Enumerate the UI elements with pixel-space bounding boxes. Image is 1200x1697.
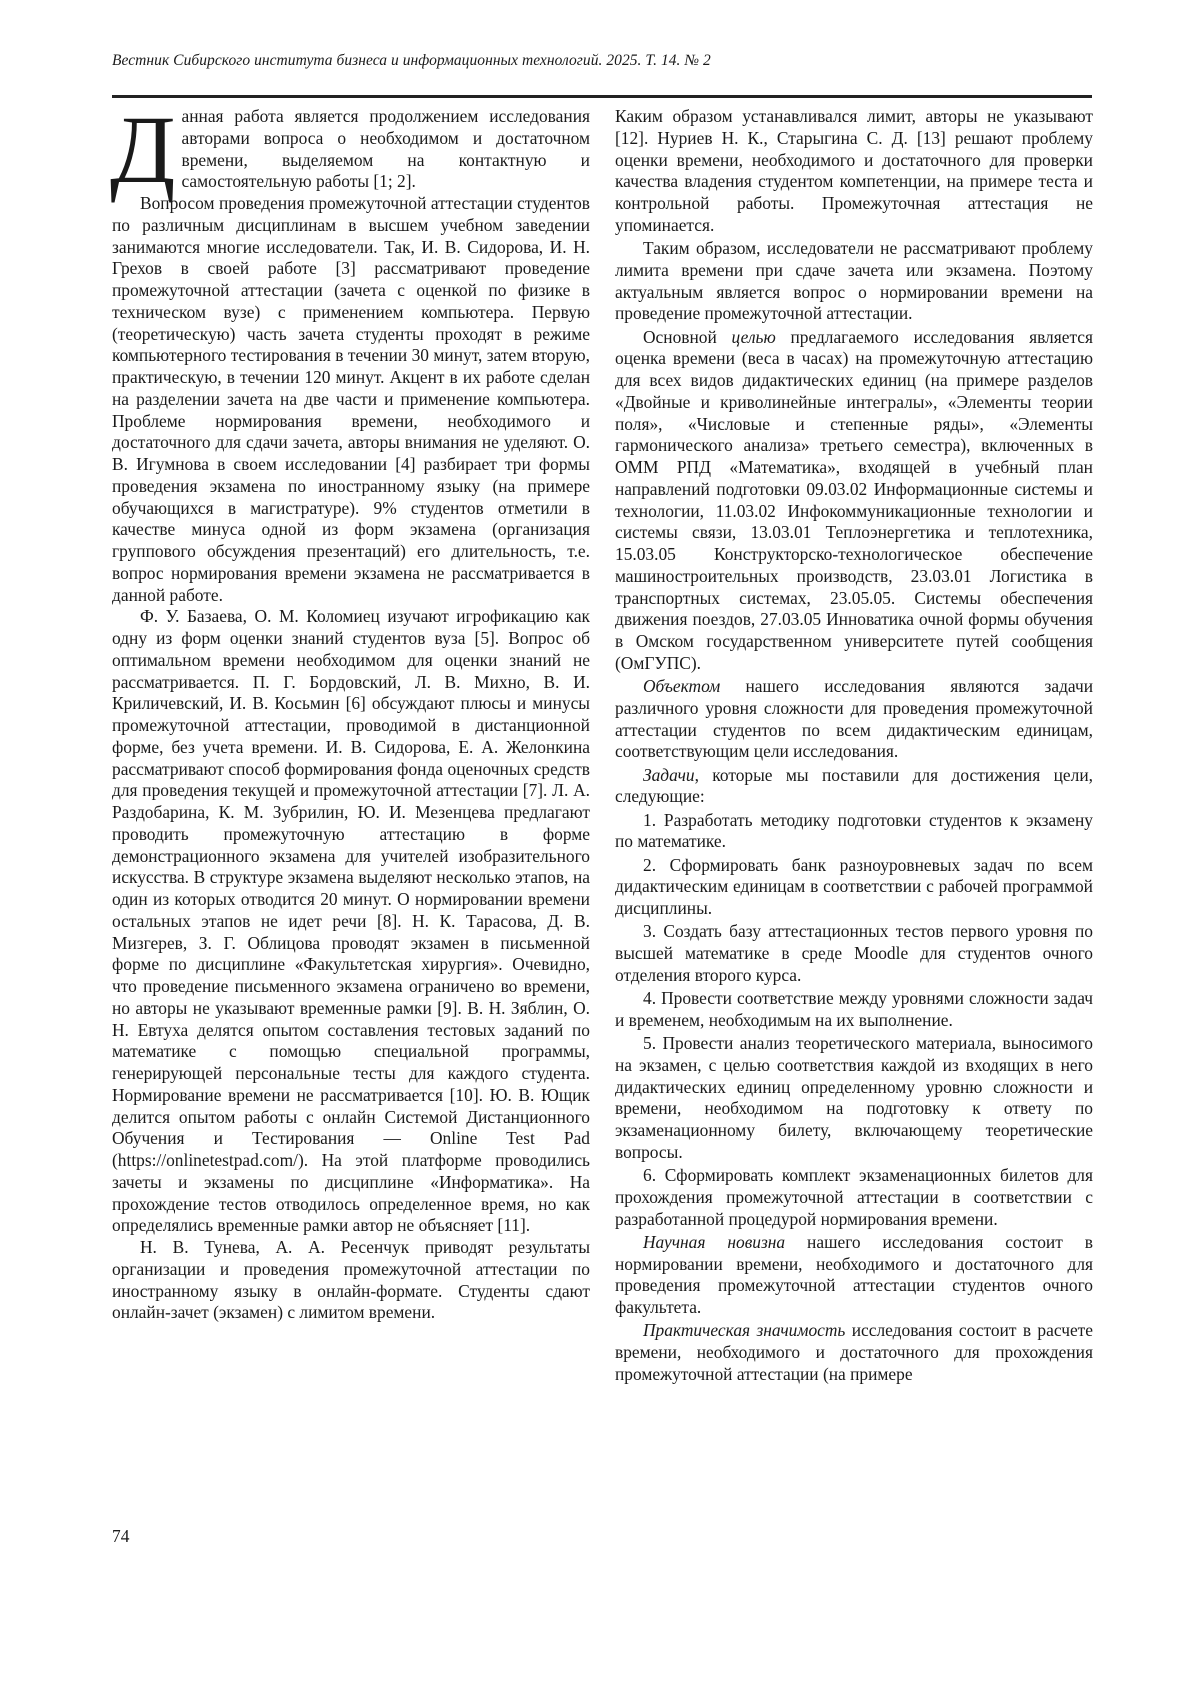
drop-cap: Д [110,112,175,186]
paragraph-text: Н. В. Тунева, А. А. Ресенчук приводят результаты организации и проведения промежуточной аттестации по иностранному языку в онлайн-формате. Студенты сдают онлайн-зачет (экзамен) с лимитом времени. [112,1237,590,1322]
journal-header: Вестник Сибирского института бизнеса и информационных технологий. 2025. Т. 14. № 2 [112,52,711,70]
paragraph [615,676,1093,763]
paragraph-text: исследования состоит в расчете времени, необходимого и достаточного для прохождения промежуточной аттестации (на примере [615,1320,1093,1384]
paragraph-text: нашего исследования являются задачи различного уровня сложности для проведения промежуточной аттестации студентов по всем дидактическим единицам, соответствующим цели исследования. [615,676,1093,761]
paragraph-text: , которые мы поставили для достижения цели, следующие: [615,765,1093,807]
paragraph-text: анная работа является продолжением исследования авторами вопроса о необходимом и достаточном времени, выделяемом на контактную и самостоятельную работы [1; 2]. [181,106,590,191]
page-number: 74 [112,1526,129,1547]
paragraph-text: 1. Разработать методику подготовки студентов к экзамену по математике. [615,810,1093,852]
paragraph-text: Вопросом проведения промежуточной аттестации студентов по различным дисциплинам в высшем учебном заведении занимаются многие исследователи. Так, И. В. Сидорова, И. Н. Грехов в своей работе [3] рассматривают проведение промежуточной аттестации (зачета с оценкой по физике в техническом вузе) с применением компьютера. Первую (теоретическую) часть зачета студенты проходят в режиме компьютерного тестирования в течении 30 минут, затем вторую, практическую, в течении 120 минут. Акцент в их работе сделан на разделении зачета на две части и применение компьютера. Проблеме нормирования времени, необходимого и достаточного для сдачи зачета, авторы внимания не уделяют. О. В. Игумнова в своем исследовании [4] разбирает три формы проведения экзамена по иностранному языку (на примере обучающихся в магистратуре). 9% студентов отметили в качестве минуса одной из форм экзамена (организация группового обсуждения презентаций) его длительность, т.е. вопрос нормирования времени экзамена не рассматривается в данной работе. [112,193,590,605]
paragraph [615,238,1093,325]
paragraph-text: 2. Сформировать банк разноуровневых задач по всем дидактическим единицам в соответствии с рабочей программой дисциплины. [615,855,1093,919]
paragraph [615,1320,1093,1385]
paragraph [615,1033,1093,1164]
paragraph [112,193,590,606]
right-column [615,106,1093,1387]
left-column [112,106,590,1324]
paragraph [615,988,1093,1032]
paragraph [615,1165,1093,1230]
paragraph-text: Каким образом устанавливался лимит, авторы не указывают [12]. Нуриев Н. К., Старыгина С. Д. [13] решают проблему оценки времени, необходимого и достаточного для проверки качества владения студентом компетенции, на примере теста и контрольной работы. Промежуточная аттестация не упоминается. [615,106,1093,235]
header-rule [112,95,1092,98]
emphasized-term: Научная новизна [643,1232,785,1252]
paragraph [615,810,1093,854]
paragraph-text: 5. Провести анализ теоретического материала, выносимого на экзамен, с целью соответствия каждой из входящих в него дидактических единиц определенному уровню сложности и времени, необходимом на подготовку к ответу по экзаменационному билету, включающему теоретические вопросы. [615,1033,1093,1162]
paragraph-text: Основной [643,327,732,347]
paragraph-text: Ф. У. Базаева, О. М. Коломиец изучают игрофикацию как одну из форм оценки знаний студентов вуза [5]. Вопрос об оптимальном времени необходимом для оценки знаний не рассматривается. П. Г. Бордовский, Л. В. Михно, В. И. Криличевский, И. В. Косьмин [6] обсуждают плюсы и минусы промежуточной аттестации, проводимой в дистанционной форме, без учета времени. И. В. Сидорова, Е. А. Желонкина рассматривают способ формирования фонда оценочных средств для проведения текущей и промежуточной аттестации [7]. Л. А. Раздобарина, К. М. Зубрилин, Ю. И. Мезенцева предлагают проводить промежуточную аттестацию в форме демонстрационного экзамена для учителей изобразительного искусства. В структуре экзамена выделяют несколько этапов, на один из которых отводится 20 минут. О нормировании времени остальных этапов не идет речи [8]. Н. К. Тарасова, Д. В. Мизгерев, З. Г. Облицова проводят экзамен в письменной форме по дисциплине «Факультетская хирургия». Очевидно, что проведение письменного экзамена ограничено во времени, но авторы не указывают временные рамки [9]. В. Н. Зяблин, О. Н. Евтуха делятся опытом составления тестовых заданий по математике с помощью специальной программы, генерирующей персональные тесты для каждого студента. Нормирование времени не рассматривается [10]. Ю. В. Ющик делится опытом работы с онлайн Системой Дистанционного Обучения и Тестирования — Online Test Pad (https://onlinetestpad.com/). На этой платформе проводились зачеты и экзамены по дисциплине «Информатика». На прохождение тестов отводилось определенное время, но как определялись временные рамки автор не объясняет [11]. [112,606,590,1235]
emphasized-term: Задачи [643,765,695,785]
paragraph [615,765,1093,809]
paragraph-text: Таким образом, исследователи не рассматривают проблему лимита времени при сдаче зачета или экзамена. Поэтому актуальным является вопрос о нормировании времени на проведение промежуточной аттестации. [615,238,1093,323]
paragraph [615,855,1093,920]
paragraph [615,921,1093,986]
paragraph-text: предлагаемого исследования является оценка времени (веса в часах) на промежуточную аттестацию для всех видов дидактических единиц (на примере разделов «Двойные и криволинейные интегралы», «Элементы теории поля», «Числовые и степенные ряды», «Элементы гармонического анализа» третьего семестра), включенных в ОММ РПД «Математика», входящей в учебный план направлений подготовки 09.03.02 Информационные системы и технологии, 11.03.02 Инфокоммуникационные технологии и системы связи, 13.03.01 Теплоэнергетика и теплотехника, 15.03.05 Конструкторско-технологическое обеспечение машиностроительных производств, 23.03.01 Логистика в транспортных системах, 23.05.05. Системы обеспечения движения поездов, 27.03.05 Инноватика очной формы обучения в Омском государственном университете путей сообщения (ОмГУПС). [615,327,1093,673]
paragraph [615,327,1093,675]
paragraph-text: 3. Создать базу аттестационных тестов первого уровня по высшей математике в среде Moodle для студентов очного отделения второго курса. [615,921,1093,985]
emphasized-term: Практическая значимость [643,1320,845,1340]
paragraph [615,106,1093,237]
emphasized-term: целью [732,327,776,347]
paragraph [112,106,590,193]
paragraph [112,1237,590,1324]
paragraph-text: 4. Провести соответствие между уровнями сложности задач и временем, необходимым на их выполнение. [615,988,1093,1030]
paragraph [615,1232,1093,1319]
paragraph-text: 6. Сформировать комплект экзаменационных билетов для прохождения промежуточной аттестации в соответствии с разработанной процедурой нормирования времени. [615,1165,1093,1229]
paragraph-text: нашего исследования состоит в нормировании времени, необходимого и достаточного для проведения промежуточной аттестации студентов очного факультета. [615,1232,1093,1317]
emphasized-term: Объектом [643,676,720,696]
paragraph [112,606,590,1237]
